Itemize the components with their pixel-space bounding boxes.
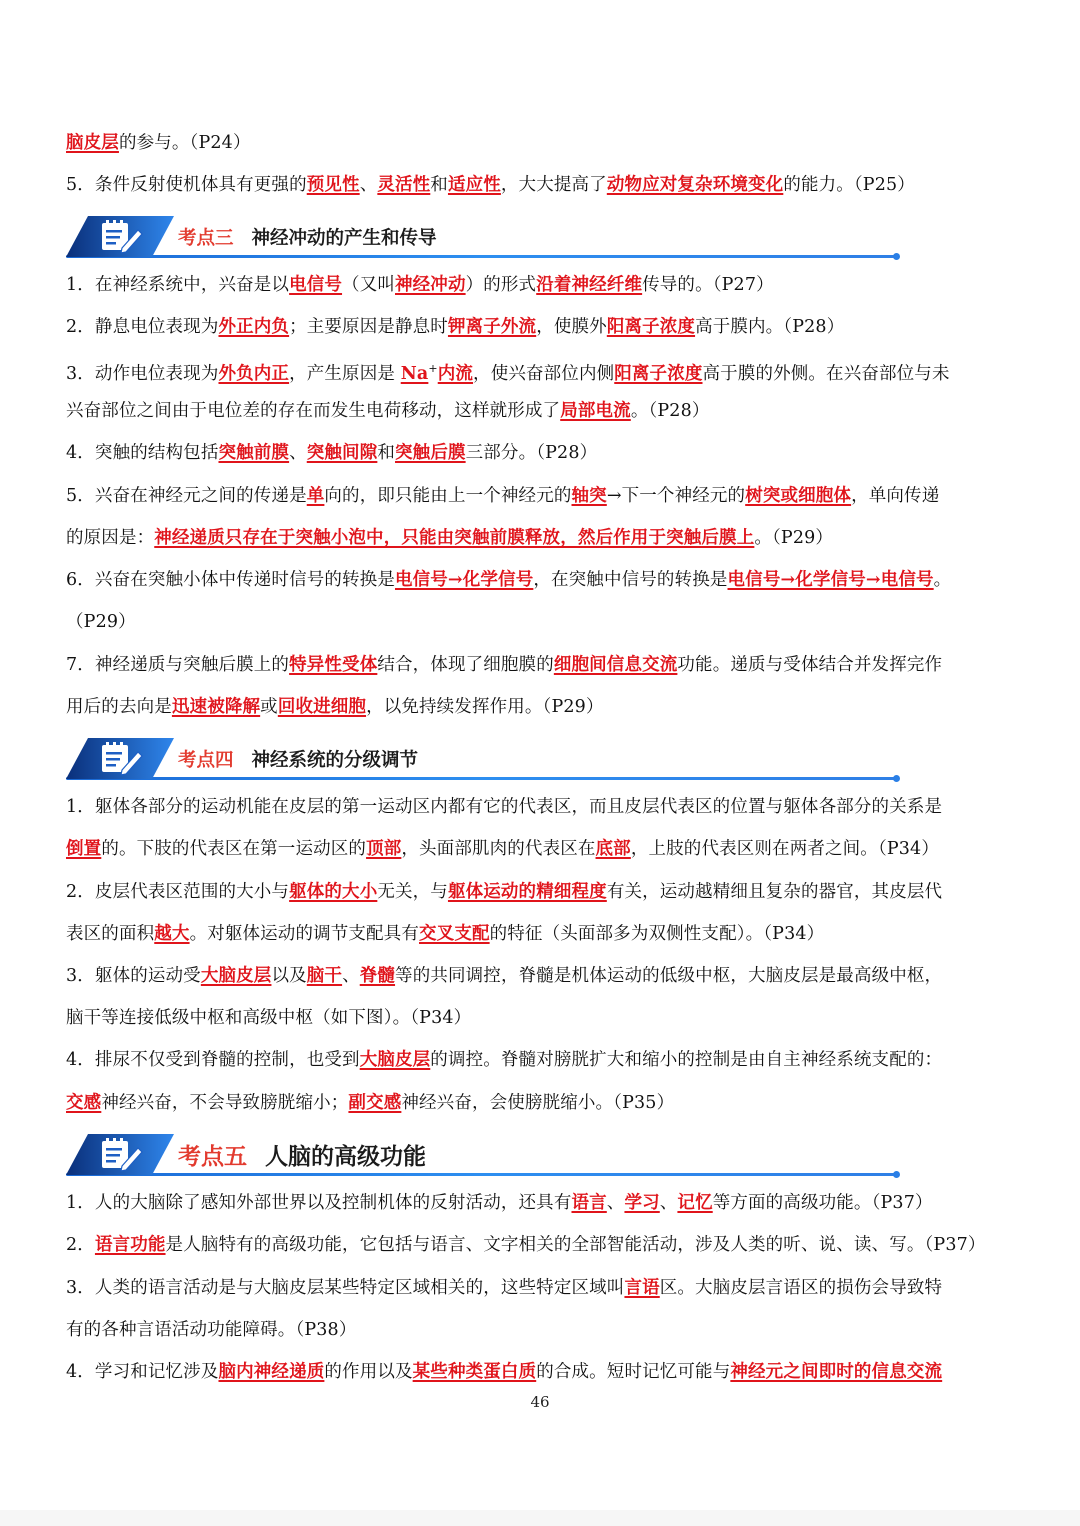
text: 4．学习和记忆涉及 (66, 1362, 219, 1382)
section-header-4 (66, 738, 896, 786)
paragraph (66, 1082, 1018, 1124)
keyword: 学习 (624, 1193, 660, 1213)
text: 5．兴奋在神经元之间的传递是 (66, 486, 307, 506)
keyword: 突触前膜 (218, 443, 290, 463)
text: 。（P29） (754, 528, 834, 548)
text: 以及 (271, 966, 307, 986)
text: ）的形式 (465, 275, 537, 295)
keyword: 副交感 (348, 1093, 402, 1113)
section-underline-dot (893, 253, 900, 260)
paragraph (66, 1267, 1018, 1309)
keyword: 记忆 (677, 1193, 713, 1213)
text: 表区的面积 (66, 924, 155, 944)
keyword: 某些种类蛋白质 (412, 1362, 537, 1382)
text: 2． (66, 1235, 95, 1255)
text: →下一个神经元的 (606, 486, 746, 506)
text: （P29） (66, 612, 136, 632)
paragraph (66, 871, 1018, 913)
text: ，使兴奋部位内侧 (473, 364, 615, 384)
keyword: 适应性 (447, 175, 501, 195)
text: ，上肢的代表区则在两者之间。（P34） (630, 839, 939, 859)
text: 的合成。短时记忆可能与 (536, 1362, 731, 1382)
keyword: 大脑皮层 (200, 966, 272, 986)
text: ；主要原因是静息时 (289, 317, 448, 337)
keyword: 顶部 (366, 839, 402, 859)
keyword: 突触后膜 (395, 443, 466, 463)
text: 功能。递质与受体结合并发挥完作 (677, 655, 943, 675)
keyword: 语言 (571, 1193, 607, 1213)
text: 的调控。脊髓对膀胱扩大和缩小的控制是由自主神经系统支配的： (430, 1050, 943, 1070)
text: 高于膜内。（P28） (695, 317, 845, 337)
section-underline-dot (893, 1171, 900, 1178)
keyword: 脑皮层 (66, 133, 119, 153)
keyword: 神经冲动 (395, 275, 466, 295)
paragraph (66, 475, 1018, 517)
keyword: 细胞间信息交流 (553, 655, 678, 675)
keyword: Na (400, 364, 429, 384)
text: 有的各种言语活动功能障碍。（P38） (66, 1320, 357, 1340)
keyword: 交叉支配 (419, 924, 490, 944)
text: 2．静息电位表现为 (66, 317, 219, 337)
text: 或 (260, 697, 278, 717)
section-title (178, 1134, 426, 1175)
text: 脑干等连接低级中枢和高级中枢（如下图）。（P34） (66, 1008, 472, 1028)
paragraph (66, 786, 1018, 828)
text: 。（P28） (630, 401, 710, 421)
text: 和 (430, 175, 448, 195)
text: 有关，运动越精细且复杂的器官，其皮层代 (606, 882, 943, 902)
keyword: 单 (306, 486, 325, 506)
page-bottom-edge (0, 1510, 1080, 1526)
text: 是人脑特有的高级功能，它包括与语言、文字相关的全部智能活动，涉及人类的听、说、读、写。（P37） (165, 1235, 986, 1255)
text: 。对躯体运动的调节支配具有 (189, 924, 420, 944)
text: 、 (359, 175, 378, 195)
section-name: 神经系统的分级调节 (251, 749, 419, 771)
section-header-5 (66, 1134, 896, 1182)
section-number: 考点四 (178, 749, 234, 771)
paragraph (66, 644, 1018, 686)
section-name: 神经冲动的产生和传导 (251, 227, 437, 249)
text: 用后的去向是 (66, 697, 172, 717)
text: 高于膜的外侧。在兴奋部位与未 (702, 364, 950, 384)
paragraph (66, 1182, 1018, 1224)
paragraph (66, 1039, 1018, 1081)
text: 5．条件反射使机体具有更强的 (66, 175, 307, 195)
keyword: 外负内正 (218, 364, 290, 384)
text: 的参与。（P24） (118, 133, 251, 153)
keyword: 脑干 (306, 966, 343, 986)
paragraph (66, 828, 1018, 870)
text: 的作用以及 (324, 1362, 413, 1382)
text: 无关，与 (377, 882, 448, 902)
keyword: 倒置 (66, 839, 102, 859)
keyword: 交感 (66, 1093, 102, 1113)
text: 3．人类的语言活动是与大脑皮层某些特定区域相关的，这些特定区域叫 (66, 1278, 625, 1298)
keyword: 电信号→化学信号→电信号 (727, 570, 934, 590)
keyword: 脊髓 (359, 966, 396, 986)
text: 。 (933, 570, 952, 590)
section-header-3 (66, 216, 896, 264)
text: 神经兴奋，不会导致膀胱缩小； (101, 1093, 349, 1113)
keyword: 躯体的大小 (289, 882, 378, 902)
keyword: 脑内神经递质 (218, 1362, 325, 1382)
text: 等方面的高级功能。（P37） (712, 1193, 933, 1213)
text: ，单向传递 (851, 486, 940, 506)
notepad-icon (66, 738, 174, 779)
paragraph (66, 601, 1018, 643)
text: 的能力。（P25） (783, 175, 915, 195)
keyword: 躯体运动的精细程度 (447, 882, 607, 902)
keyword: 语言功能 (94, 1235, 166, 1255)
keyword: 局部电流 (560, 401, 631, 421)
keyword: 电信号→化学信号 (394, 570, 534, 590)
paragraph (66, 686, 1018, 728)
keyword: 迅速被降解 (171, 697, 261, 717)
notepad-icon (66, 1134, 174, 1175)
keyword: 突触间隙 (306, 443, 378, 463)
keyword: 神经递质只存在于突触小泡中，只能由突触前膜释放，然后作用于突触后膜上 (154, 528, 755, 548)
paragraph (66, 559, 1018, 601)
paragraph (66, 517, 1018, 559)
keyword: 阳离子浓度 (614, 364, 703, 384)
text: 的原因是： (66, 528, 155, 548)
superscript: + (428, 362, 438, 375)
text: 4．排尿不仅受到脊髓的控制，也受到 (66, 1050, 360, 1070)
text: 神经兴奋，会使膀胱缩小。（P35） (401, 1093, 675, 1113)
text: 、 (342, 966, 360, 986)
text: ，头面部肌肉的代表区在 (401, 839, 596, 859)
keyword: 神经元之间即时的信息交流 (730, 1362, 943, 1382)
keyword: 特异性受体 (289, 655, 378, 675)
text: ，大大提高了 (500, 175, 607, 195)
keyword: 外正内负 (218, 317, 290, 337)
intro-line-2 (66, 164, 1018, 206)
keyword: 越大 (154, 924, 190, 944)
keyword: 底部 (595, 839, 631, 859)
section-number: 考点五 (178, 1144, 247, 1170)
keyword: 轴突 (571, 486, 607, 506)
keyword: 沿着神经纤维 (536, 275, 643, 295)
paragraph (66, 348, 1018, 395)
keyword: 动物应对复杂环境变化 (606, 175, 784, 195)
text: 传导的。（P27） (642, 275, 774, 295)
text: 区。大脑皮层言语区的损伤会导致特 (659, 1278, 943, 1298)
text: 的特征（头面部多为双侧性支配）。（P34） (489, 924, 825, 944)
paragraph (66, 1309, 1018, 1351)
text: 4．突触的结构包括 (66, 443, 219, 463)
text: 的。下肢的代表区在第一运动区的 (101, 839, 367, 859)
section-number: 考点三 (178, 227, 234, 249)
keyword: 回收进细胞 (277, 697, 367, 717)
keyword: 灵活性 (377, 175, 431, 195)
paragraph (66, 1224, 1018, 1266)
paragraph (66, 264, 1018, 306)
keyword: 阳离子浓度 (606, 317, 696, 337)
keyword: 大脑皮层 (359, 1050, 431, 1070)
section-title (178, 738, 418, 779)
text: 2．皮层代表区范围的大小与 (66, 882, 290, 902)
paragraph (66, 306, 1018, 348)
paragraph (66, 390, 1018, 432)
notepad-icon (66, 216, 174, 257)
intro-line-1 (66, 122, 1018, 164)
text: 兴奋部位之间由于电位差的存在而发生电荷移动，这样就形成了 (66, 401, 561, 421)
page-number: 46 (530, 1393, 550, 1411)
paragraph (66, 955, 1018, 997)
keyword: 言语 (624, 1278, 660, 1298)
text: 3．躯体的运动受 (66, 966, 201, 986)
text: 三部分。（P28） (465, 443, 598, 463)
section-title (178, 216, 437, 257)
text: 1．躯体各部分的运动机能在皮层的第一运动区内都有它的代表区，而且皮层代表区的位置与躯体各部分的关系是 (66, 797, 943, 817)
paragraph (66, 913, 1018, 955)
text: ，以免持续发挥作用。（P29） (366, 697, 604, 717)
paragraph (66, 997, 1018, 1039)
text: 等的共同调控，脊髓是机体运动的低级中枢，大脑皮层是最高级中枢， (395, 966, 943, 986)
section-name: 人脑的高级功能 (265, 1144, 426, 1170)
text: 、 (606, 1193, 625, 1213)
keyword: 钾离子外流 (447, 317, 537, 337)
keyword: 树突或细胞体 (745, 486, 852, 506)
text: 1．在神经系统中，兴奋是以 (66, 275, 290, 295)
text: ，产生原因是 (289, 364, 401, 384)
text: 向的，即只能由上一个神经元的 (324, 486, 572, 506)
keyword: 预见性 (306, 175, 360, 195)
text: 1．人的大脑除了感知外部世界以及控制机体的反射活动，还具有 (66, 1193, 572, 1213)
text: 和 (377, 443, 396, 463)
text: 3．动作电位表现为 (66, 364, 219, 384)
text: ，在突触中信号的转换是 (533, 570, 728, 590)
text: 7．神经递质与突触后膜上的 (66, 655, 290, 675)
keyword: 内流 (437, 364, 474, 384)
text: 、 (289, 443, 307, 463)
text: 结合，体现了细胞膜的 (377, 655, 554, 675)
paragraph (66, 1351, 1018, 1393)
text: ，使膜外 (536, 317, 607, 337)
text: 6．兴奋在突触小体中传递时信号的转换是 (66, 570, 395, 590)
paragraph (66, 432, 1018, 474)
section-underline-dot (893, 775, 900, 782)
text: 、 (659, 1193, 678, 1213)
keyword: 电信号 (289, 275, 343, 295)
text: （又叫 (342, 275, 395, 295)
